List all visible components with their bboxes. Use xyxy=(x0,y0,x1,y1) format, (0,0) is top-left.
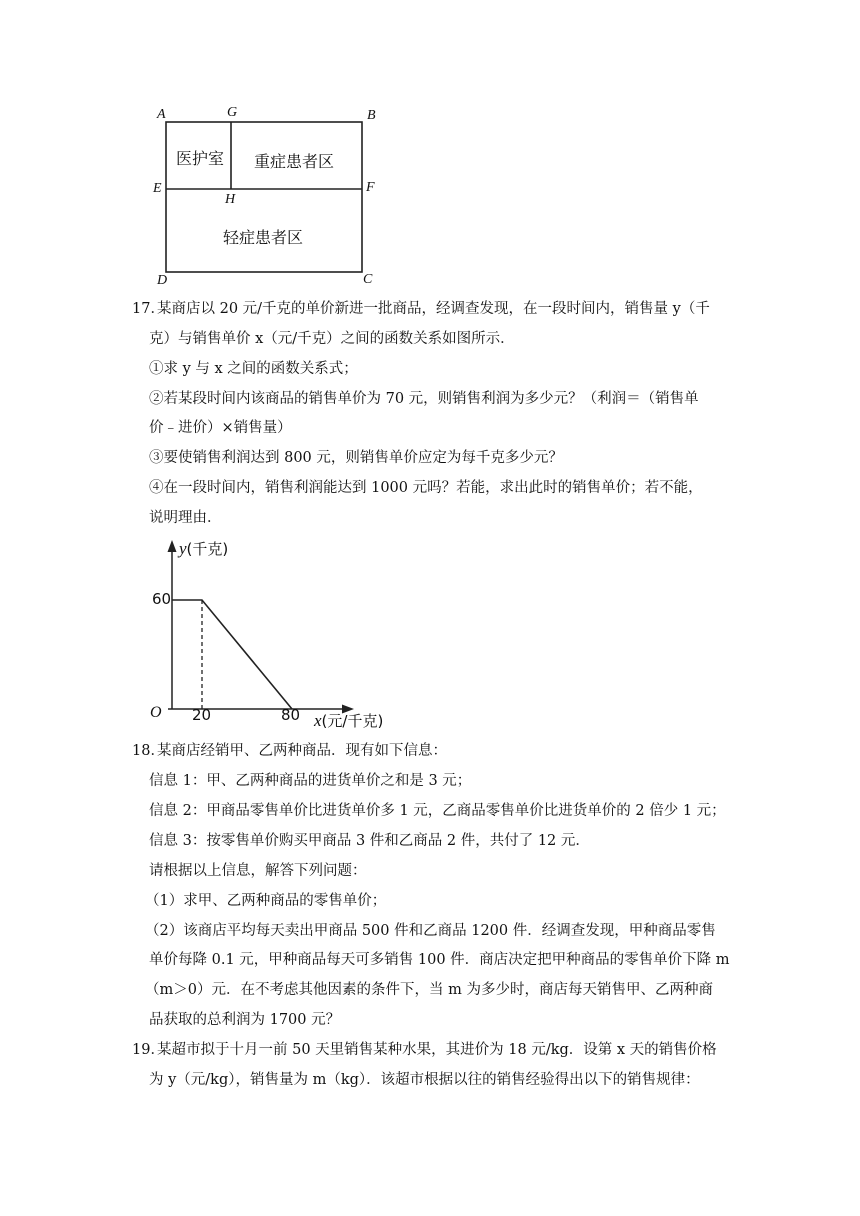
q17-number: 17． xyxy=(132,301,165,317)
q18-part2-line1: （2）该商店平均每天卖出甲商品 500 件和乙商品 1200 件．经调查发现，甲种商品零售 xyxy=(145,923,716,939)
ward-layout-figure xyxy=(150,104,385,288)
q18-part2-line3: （m＞0）元．在不考虑其他因素的条件下，当 m 为多少时，商店每天销售甲、乙两种商 xyxy=(145,982,713,998)
q19-line2: 为 y（元/kg），销售量为 m（kg）．该超市根据以往的销售经验得出以下的销售规律： xyxy=(149,1072,700,1088)
x-tick-20: 20 xyxy=(192,706,212,724)
q17-part2-line2: 价﹣进价）×销售量） xyxy=(149,420,292,436)
severe-zone-label: 重症患者区 xyxy=(254,152,335,171)
point-h-label: H xyxy=(225,192,236,207)
point-d-label: D xyxy=(157,273,168,288)
q18-info3: 信息 3：按零售单价购买甲商品 3 件和乙商品 2 件，共付了 12 元． xyxy=(149,833,590,849)
q18-info2: 信息 2：甲商品零售单价比进货单价多 1 元，乙商品零售单价比进货单价的 2 倍少 1 元； xyxy=(149,803,726,819)
q17-part4-line2: 说明理由． xyxy=(149,510,222,526)
q18-info1: 信息 1：甲、乙两种商品的进货单价之和是 3 元； xyxy=(149,773,472,789)
q17-part3: ③要使销售利润达到 800 元，则销售单价应定为每千克多少元？ xyxy=(149,450,563,466)
q18-prompt: 请根据以上信息，解答下列问题： xyxy=(149,863,367,879)
q18-stem-text: 某商店经销甲、乙两种商品．现有如下信息： xyxy=(157,743,447,759)
x-axis-label xyxy=(314,710,383,731)
point-f-label: F xyxy=(366,180,375,195)
q17-stem-text1: 某商店以 20 元/千克的单价新进一批商品，经调查发现，在一段时间内，销售量 y（千 xyxy=(157,301,710,317)
q17-stem-line1 xyxy=(132,299,710,319)
x-axis-variable: x xyxy=(314,711,322,730)
q17-part1: ①求 y 与 x 之间的函数关系式； xyxy=(149,361,358,377)
y-axis-variable: y xyxy=(179,539,187,558)
origin-label: O xyxy=(150,704,162,721)
sales-line xyxy=(172,600,292,709)
q19-line1 xyxy=(132,1040,717,1060)
medical-room-label: 医护室 xyxy=(176,149,225,168)
sales-graph-figure xyxy=(148,534,398,730)
q18-stem xyxy=(132,741,447,761)
q18-number: 18． xyxy=(132,743,165,759)
y-axis-arrow xyxy=(168,540,177,552)
q17-stem-line2: 克）与销售单价 x（元/千克）之间的函数关系如图所示． xyxy=(149,331,515,347)
point-c-label: C xyxy=(363,272,373,287)
x-axis-unit: (元/千克) xyxy=(321,712,384,730)
q19-text1: 某超市拟于十月一前 50 天里销售某种水果，其进价为 18 元/kg．设第 x 天的销售价格 xyxy=(157,1042,717,1058)
y-tick-60: 60 xyxy=(152,590,172,608)
y-axis-unit: (千克) xyxy=(186,540,229,558)
q19-number: 19． xyxy=(132,1042,165,1058)
point-e-label: E xyxy=(153,181,162,196)
q17-part4-line1: ④在一段时间内，销售利润能达到 1000 元吗？若能，求出此时的销售单价；若不能， xyxy=(149,480,703,496)
q18-part1: （1）求甲、乙两种商品的零售单价； xyxy=(145,893,387,909)
ward-layout-lines xyxy=(150,104,385,284)
x-tick-80: 80 xyxy=(281,706,301,724)
point-g-label: G xyxy=(227,105,238,120)
mild-zone-label: 轻症患者区 xyxy=(223,228,304,247)
q17-part2-line1: ②若某段时间内该商品的销售单价为 70 元，则销售利润为多少元？（利润＝（销售单 xyxy=(149,391,699,407)
y-axis-label xyxy=(179,538,228,559)
point-b-label: B xyxy=(367,108,376,123)
q18-part2-line4: 品获取的总利润为 1700 元？ xyxy=(149,1012,341,1028)
point-a-label: A xyxy=(157,107,166,122)
q18-part2-line2: 单价每降 0.1 元，甲种商品每天可多销售 100 件．商店决定把甲种商品的零售单价下降 m xyxy=(149,952,730,968)
sales-graph-svg xyxy=(148,534,398,730)
